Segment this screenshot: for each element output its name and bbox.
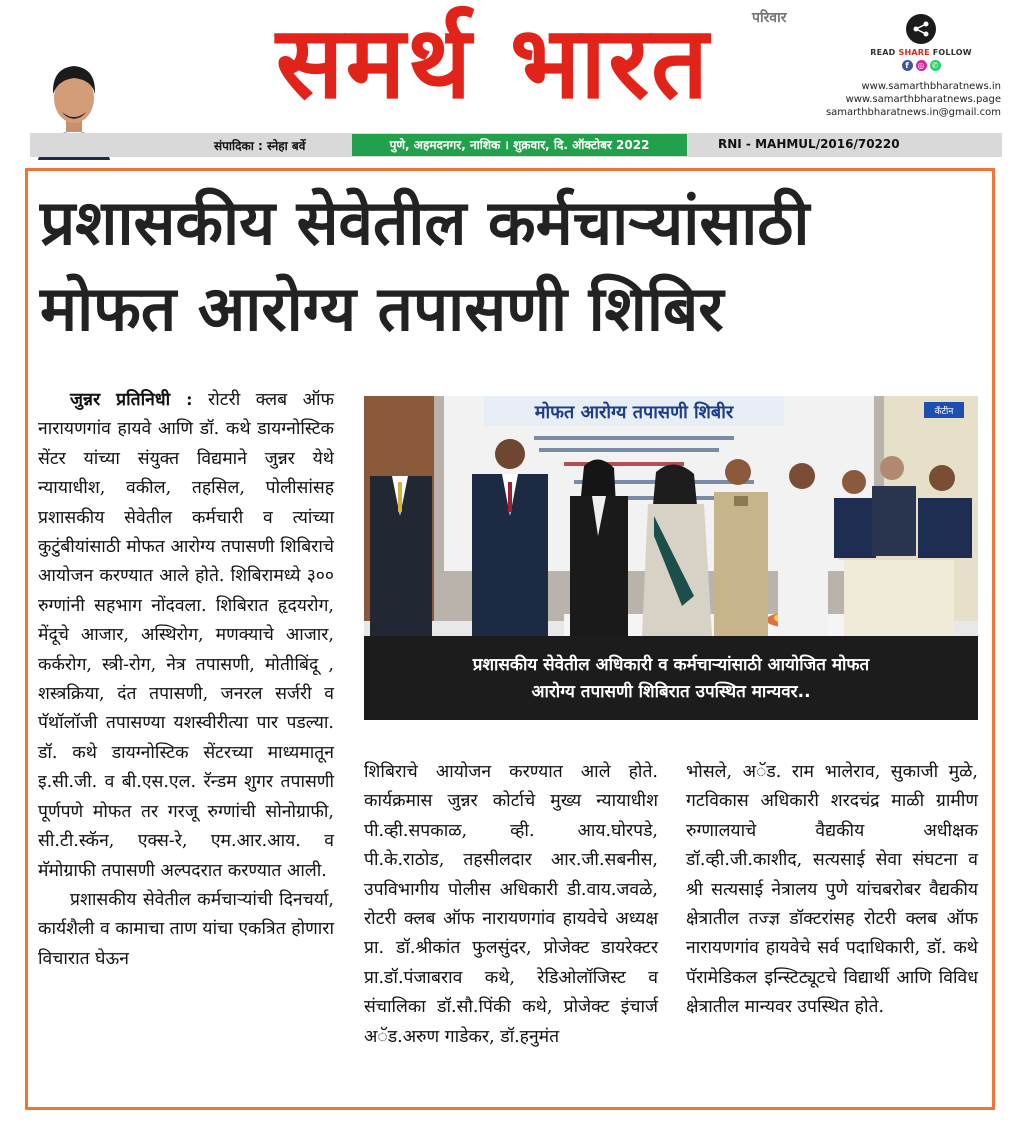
facebook-icon[interactable]: f: [902, 60, 913, 71]
article-column-2: [364, 758, 658, 1052]
social-icons: [856, 60, 986, 71]
website-link[interactable]: www.samarthbharatnews.page: [845, 94, 1001, 105]
article-photo: [364, 396, 978, 636]
photo-banner-text: मोफत आरोग्य तपासणी शिबीर: [534, 402, 734, 423]
contact-links: [826, 80, 1001, 119]
caption-line: आरोग्य तपासणी शिबिरात उपस्थित मान्यवर..: [531, 682, 811, 702]
photo-caption: [364, 636, 978, 720]
photo-sign: कॅंटीन: [934, 407, 954, 417]
headline-line: मोफत आरोग्य तपासणी शिबिर: [40, 272, 724, 345]
instagram-icon[interactable]: ◎: [916, 60, 927, 71]
byline: जुन्नर प्रतिनिधी :: [70, 390, 193, 410]
paragraph-text: रोटरी क्लब ऑफ नारायणगांव हायवे आणि डॉ. कथे डायग्नोस्टिक सेंटर यांच्या संयुक्त विद्यमाने जुन्नर येथे न्यायाधीश, वकील, तहसिल, पोलीसांसह प्रशासकीय सेवेतील कर्मचारी व त्यांच्या कुटुंबीयांसाठी मोफत आरोग्य तपासणी शिबिराचे आयोजन करण्यात आले होते. शिबिरामध्ये ३०० रुग्णांनी सहभाग नोंदवला. शिबिरात हृदयरोग, मेंदूचे आजार, अस्थिरोग, मणक्याचे आजार, कर्करोग, स्त्री-रोग, नेत्र तपासणी, मोतीबिंदू , शस्त्रक्रिया, दंत तपासणी, जनरल सर्जरी व पॅथॉलॉजी तपासण्या यशस्वीरीत्या पार पडल्या. डॉ. कथे डायग्नोस्टिक सेंटरच्या माध्यमातून इ.सी.जी. व बी.एस.एल. रॅन्डम शुगर तपासणी पूर्णपणे मोफत तर गरजू रुग्णांची सोनोग्राफी, सी.टी.स्कॅन, एक्स-रे, एम.आर.आय. व मॅमोग्राफी तपासणी अल्पदरात करण्यात आली.: [38, 390, 334, 881]
share-block: [856, 14, 986, 71]
caption-line: प्रशासकीय सेवेतील अधिकारी व कर्मचाऱ्यांसाठी आयोजित मोफत: [472, 655, 870, 675]
share-label: READ SHARE FOLLOW: [870, 48, 972, 57]
article-headline: [40, 180, 980, 352]
paragraph: प्रशासकीय सेवेतील कर्मचाऱ्यांची दिनचर्या, कार्यशैली व कामाचा ताण यांचा एकत्रित होणारा विचारात घेऊन: [38, 889, 334, 969]
email-link[interactable]: samarthbharatnews.in@gmail.com: [825, 107, 1001, 118]
paragraph: भोसले, अॅड. राम भालेराव, सुकाजी मुळे, गटविकास अधिकारी शरदचंद्र माळी ग्रामीण रुग्णालयाचे वैद्यकीय अधीक्षक डॉ.व्ही.जी.काशीद, सत्यसाई सेवा संघटना व श्री सत्यसाई नेत्रालय पुणे यांचबरोबर वैद्यकीय क्षेत्रातील तज्ज्ञ डॉक्टरांसह रोटरी क्लब ऑफ नारायणगांव हायवेचे सर्व पदाधिकारी, डॉ. कथे पॅरामेडिकल इन्स्टिट्यूटचे विद्यार्थी आणि विविध क्षेत्रातील मान्यवर उपस्थित होते.: [686, 762, 978, 1018]
paragraph: [38, 386, 334, 886]
edition-date: पुणे, अहमदनगर, नाशिक । शुक्रवार, दि. ऑक्टोबर 2022: [352, 134, 687, 156]
article-column-1: [38, 386, 334, 974]
whatsapp-icon[interactable]: ✆: [930, 60, 941, 71]
paragraph: शिबिराचे आयोजन करण्यात आले होते. कार्यक्रमास जुन्नर कोर्टाचे मुख्य न्यायाधीश पी.व्ही.सपकाळ, व्ही. आय.घोरपडे, पी.के.राठोड, तहसीलदार आर.जी.सबनीस, उपविभागीय पोलीस अधिकारी डी.वाय.जवळे, रोटरी क्लब ऑफ नारायणगांव हायवेचे अध्यक्ष प्रा. डॉ.श्रीकांत फुलसुंदर, प्रोजेक्ट डायरेक्टर प्रा.डॉ.पंजाबराव कथे, रेडिओलॉजिस्ट व संचालिका डॉ.सौ.पिंकी कथे, प्रोजेक्ट इंचार्ज अॅड.अरुण गाडेकर, डॉ.हनुमंत: [364, 762, 658, 1047]
article-column-3: [686, 758, 978, 1023]
headline-line: प्रशासकीय सेवेतील कर्मचाऱ्यांसाठी: [40, 186, 810, 259]
website-link[interactable]: www.samarthbharatnews.in: [861, 81, 1001, 92]
rni-number: RNI - MAHMUL/2016/70220: [718, 137, 900, 151]
masthead-tag: परिवार: [752, 10, 787, 26]
editor-name: संपादिका : स्नेहा बर्वे: [214, 139, 306, 153]
share-icon[interactable]: [906, 14, 936, 44]
masthead-title: समर्थ भारत: [275, 4, 711, 121]
